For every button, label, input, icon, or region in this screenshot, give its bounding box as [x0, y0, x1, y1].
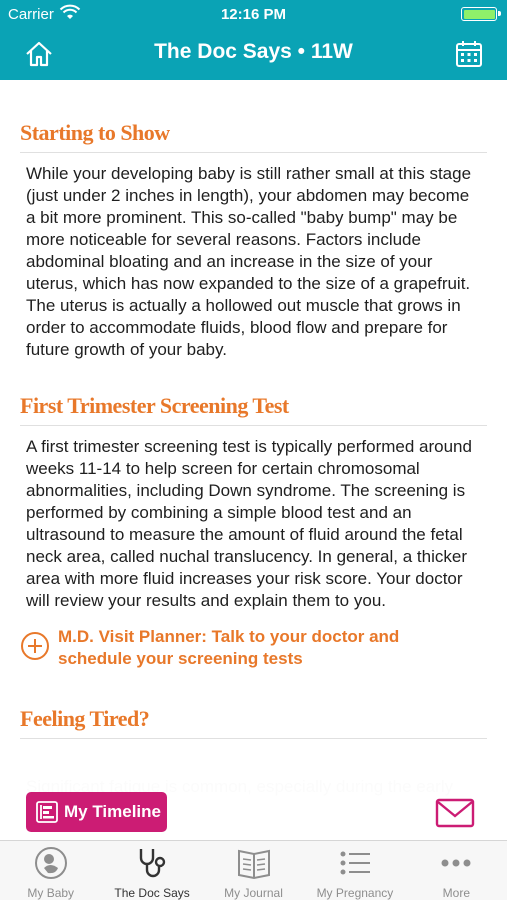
article-content[interactable]: [0, 80, 507, 780]
my-timeline-label: My Timeline: [64, 802, 161, 821]
section-body: A first trimester screening test is typically performed around weeks 11-14 to help screen for certain chromosomal abnormalities, including Down syndrome. The screening is performed by combining a simple blood test and an ultrasound to measure the amount of fluid around the fetal neck area, called nuchal translucency. In general, a thicker area with more fluid increases your risk score. Your doctor will review your results and explain them to you.: [26, 437, 472, 610]
page-title: The Doc Says • 11W: [154, 40, 353, 63]
section-title: Starting to Show: [20, 120, 487, 153]
section-title: First Trimester Screening Test: [20, 393, 487, 426]
tab-more[interactable]: [406, 841, 507, 900]
baby-icon: [32, 846, 70, 880]
tab-label: My Baby: [27, 886, 75, 900]
tab-the-doc-says[interactable]: [101, 841, 202, 900]
nav-bar: [0, 28, 507, 80]
carrier-label: Carrier: [8, 6, 54, 23]
section-feeling-tired: [0, 706, 507, 739]
plus-circle-icon: [20, 631, 50, 661]
calendar-icon[interactable]: [455, 40, 483, 68]
md-visit-planner-link[interactable]: [20, 626, 487, 670]
stethoscope-icon: [133, 846, 171, 880]
tab-label: My Journal: [224, 886, 283, 900]
tab-label: My Pregnancy: [316, 886, 394, 900]
planner-text: [58, 626, 399, 670]
timeline-icon: [36, 801, 58, 823]
section-body: While your developing baby is still rather small at this stage (just under 2 inches in length), your abdomen may become a bit more prominent. This so-called "baby bump" may be more noticeable for several reasons. Factors include abdominal bloating and an increase in the size of your uterus, which has now expanded to the size of a grapefruit. The uterus is actually a hollowed out muscle that grows in order to accommodate fluids, blood flow and prepare for future growth of your baby.: [26, 164, 472, 359]
mail-icon[interactable]: [435, 798, 475, 828]
tab-label: The Doc Says: [114, 886, 190, 900]
tab-label: More: [442, 886, 470, 900]
clock: 12:16 PM: [220, 6, 287, 23]
battery-icon: [461, 7, 497, 21]
my-timeline-button[interactable]: [26, 792, 167, 832]
section-first-trimester-screening: [0, 393, 507, 670]
journal-icon: [235, 846, 273, 880]
more-icon: [437, 846, 475, 880]
tab-my-pregnancy[interactable]: [304, 841, 405, 900]
section-title: Feeling Tired?: [20, 706, 487, 739]
tab-my-journal[interactable]: [203, 841, 304, 900]
section-starting-to-show: [0, 120, 507, 361]
planner-line-2: schedule your screening tests: [58, 649, 303, 668]
tab-my-baby[interactable]: [0, 841, 101, 900]
list-icon: [336, 846, 374, 880]
planner-line-1: M.D. Visit Planner: Talk to your doctor and: [58, 627, 400, 646]
tab-bar: [0, 840, 507, 900]
floating-action-bar: [0, 780, 507, 840]
status-bar: [0, 0, 507, 28]
